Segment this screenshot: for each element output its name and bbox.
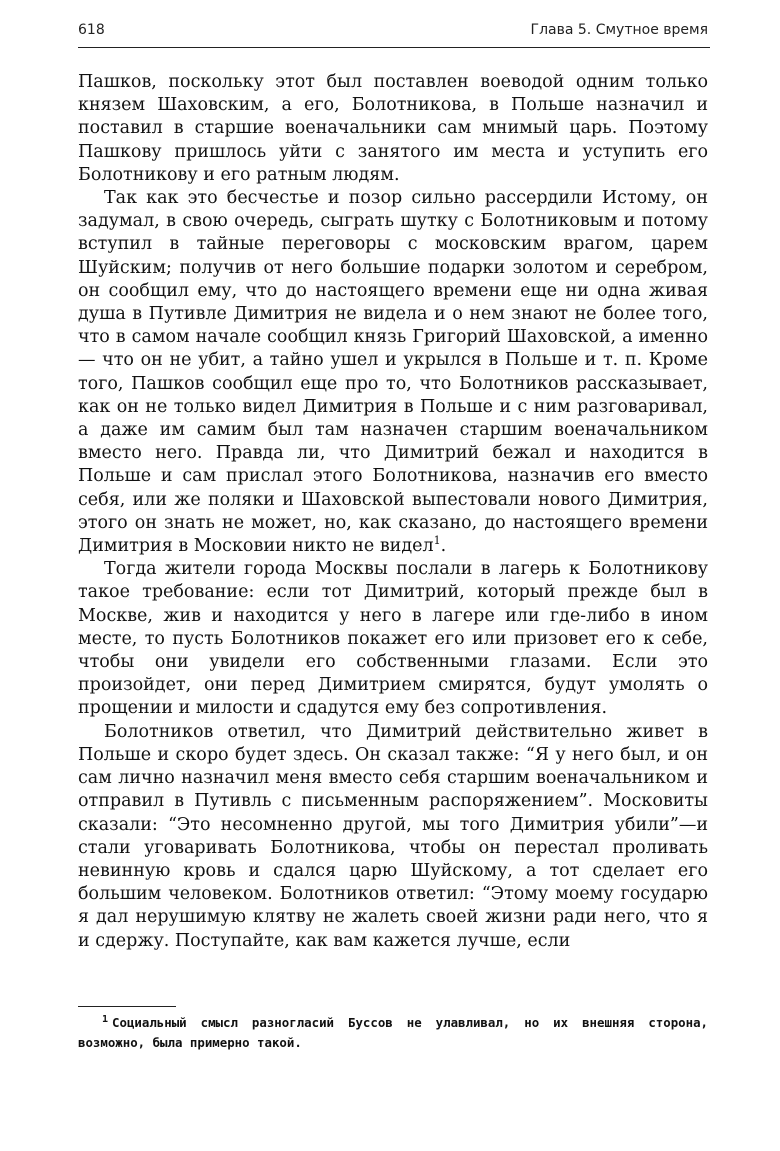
paragraph-2	[78, 187, 708, 558]
paragraph-2-text: Так как это бесчестье и позор сильно рассердили Истому, он задумал, в свою очередь, сыграть шутку с Болотниковым и потому вступил в тайные переговоры с московским врагом, царем Шуйским; получив от него большие подарки золотом и серебром, он сообщил ему, что до настоящего времени еще ни одна живая душа в Путивле Димитрия не видела и о нем знают не более того, что в самом начале сообщил князь Григорий Шаховской, а именно — что он не убит, а тайно ушел и укрылся в Польше и т. п. Кроме того, Пашков сообщил еще про то, что Болотников рассказывает, как он не только видел Димитрия в Польше и с ним разговаривал, а даже им самим был там назначен старшим военачальником вместо него. Правда ли, что Димитрий бежал и находится в Польше и сам прислал этого Болотникова, назначив его вместо себя, или же поляки и Шаховской выпестовали нового Димитрия, этого он знать не может, но, как сказано, до настоящего времени Димитрия в Московии никто не видел	[78, 188, 708, 557]
paragraph-2-period: .	[440, 536, 447, 557]
running-header	[78, 22, 708, 44]
footnote	[78, 1013, 708, 1053]
footnote-rule	[78, 1006, 176, 1007]
paragraph-4: Болотников ответил, что Димитрий действительно живет в Польше и скоро будет здесь. Он сказал также: “Я у него был, и он сам лично назначил меня вместо себя старшим военачальником и отправил в Путивль с письменным распоряжением”. Московиты сказали: “Это несомненно другой, мы того Димитрия убили”—и стали уговаривать Болотникова, чтобы он перестал проливать невинную кровь и сдался царю Шуйскому, а тот сделает его большим человеком. Болотников ответил: “Этому моему государю я дал нерушимую клятву не жалеть своей жизни ради него, что я и сдержу. Поступайте, как вам кажется лучше, если	[78, 721, 708, 951]
paragraph-3: Тогда жители города Москвы послали в лагерь к Болотникову такое требование: если тот Димитрий, который прежде был в Москве, жив и находится у него в лагере или где-либо в ином месте, то пусть Болотников покажет его или призовет его к себе, чтобы они увидели его собственными глазами. Если это произойдет, они перед Димитрием смирятся, будут умолять о прощении и милости и сдадутся ему без сопротивления.	[78, 559, 708, 719]
footnote-marker: 1	[102, 1013, 109, 1025]
page-number: 618	[78, 22, 105, 38]
footnote-reference: 1	[433, 534, 441, 548]
main-text	[78, 71, 708, 953]
chapter-title: Глава 5. Смутное время	[530, 22, 708, 38]
header-rule	[78, 47, 710, 48]
paragraph-1: Пашков, поскольку этот был поставлен воеводой одним только князем Шаховским, а его, Болотникова, в Польше назначил и поставил в старшие военачальники сам мнимый царь. Поэтому Пашкову пришлось уйти с занятого им места и уступить его Болотникову и его ратным людям.	[78, 72, 708, 185]
footnote-text: Социальный смысл разногласий Буссов не улавливал, но их внешняя сторона, возможно, была примерно такой.	[78, 1015, 708, 1050]
